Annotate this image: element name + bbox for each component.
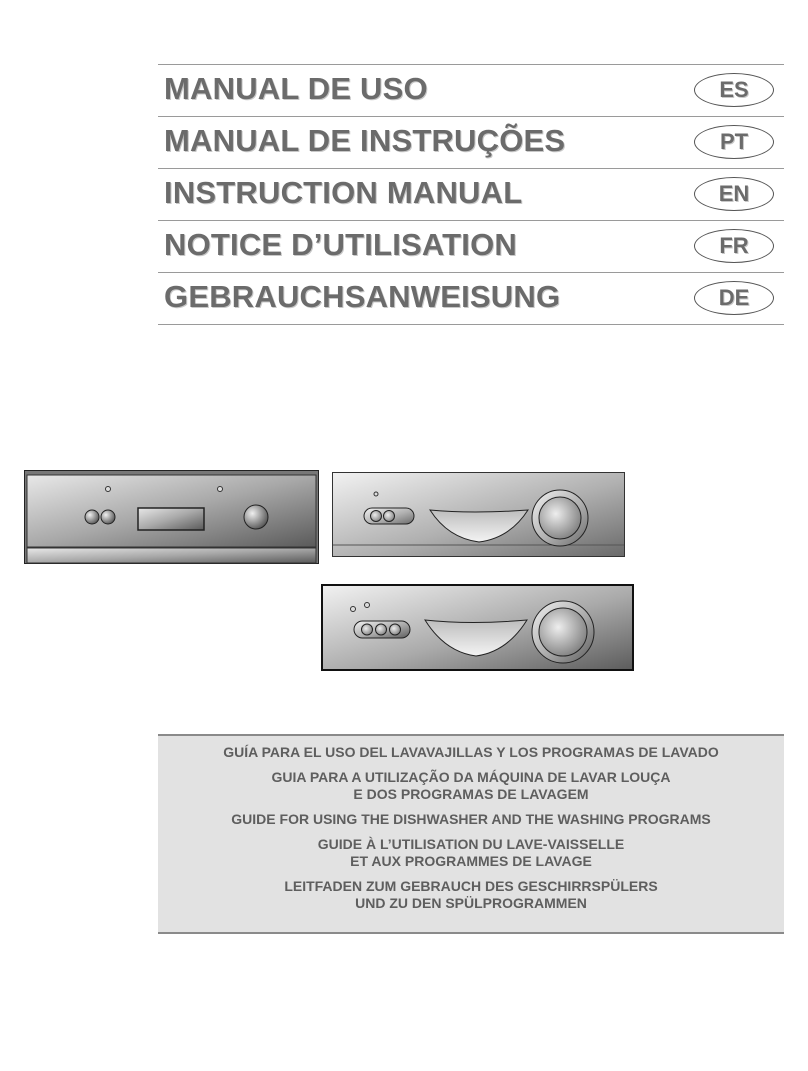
lang-badge-pt: PT [694, 125, 774, 159]
title-en: INSTRUCTION MANUAL [164, 175, 523, 210]
guide-en [158, 811, 784, 828]
title-pt: MANUAL DE INSTRUÇÕES [164, 123, 566, 158]
guide-es [158, 744, 784, 761]
button-icon [85, 510, 99, 524]
guide-subtitle-box [158, 734, 784, 934]
title-es: MANUAL DE USO [164, 71, 428, 106]
control-panel-illustration-1 [24, 470, 320, 565]
guide-de [158, 878, 784, 912]
indicator-led [365, 603, 370, 608]
title-row-pt [158, 117, 784, 169]
guide-pt [158, 769, 784, 803]
title-de: GEBRAUCHSANWEISUNG [164, 279, 561, 314]
manual-title-list [158, 64, 784, 325]
lang-badge-en: EN [694, 177, 774, 211]
lang-badge-es: ES [694, 73, 774, 107]
guide-de-line2: UND ZU DEN SPÜLPROGRAMMEN [355, 895, 587, 911]
title-row-de [158, 273, 784, 325]
control-panel-illustration-2 [332, 472, 628, 558]
dial-knob-icon [244, 505, 268, 529]
guide-pt-line2: E DOS PROGRAMAS DE LAVAGEM [353, 786, 589, 802]
title-row-es [158, 65, 784, 117]
button-icon [101, 510, 115, 524]
indicator-led [106, 487, 111, 492]
guide-pt-line1: GUIA PARA A UTILIZAÇÃO DA MÁQUINA DE LAVAR LOUÇA [271, 769, 671, 785]
indicator-led [351, 607, 356, 612]
title-fr: NOTICE D’UTILISATION [164, 227, 518, 262]
lang-badge-fr: FR [694, 229, 774, 263]
guide-fr [158, 836, 784, 870]
guide-fr-line1: GUIDE À L’UTILISATION DU LAVE-VAISSELLE [317, 836, 625, 852]
title-row-fr [158, 221, 784, 273]
guide-en-line1: GUIDE FOR USING THE DISHWASHER AND THE WASHING PROGRAMS [231, 811, 711, 827]
display-window [138, 508, 204, 530]
indicator-led [218, 487, 223, 492]
title-row-en [158, 169, 784, 221]
control-panel-illustration-3 [321, 584, 635, 672]
guide-de-line1: LEITFADEN ZUM GEBRAUCH DES GESCHIRRSPÜLERS [284, 878, 658, 894]
guide-fr-line2: ET AUX PROGRAMMES DE LAVAGE [350, 853, 592, 869]
indicator-led [374, 492, 378, 496]
lang-badge-de: DE [694, 281, 774, 315]
guide-es-line1: GUÍA PARA EL USO DEL LAVAVAJILLAS Y LOS PROGRAMAS DE LAVADO [223, 744, 719, 760]
